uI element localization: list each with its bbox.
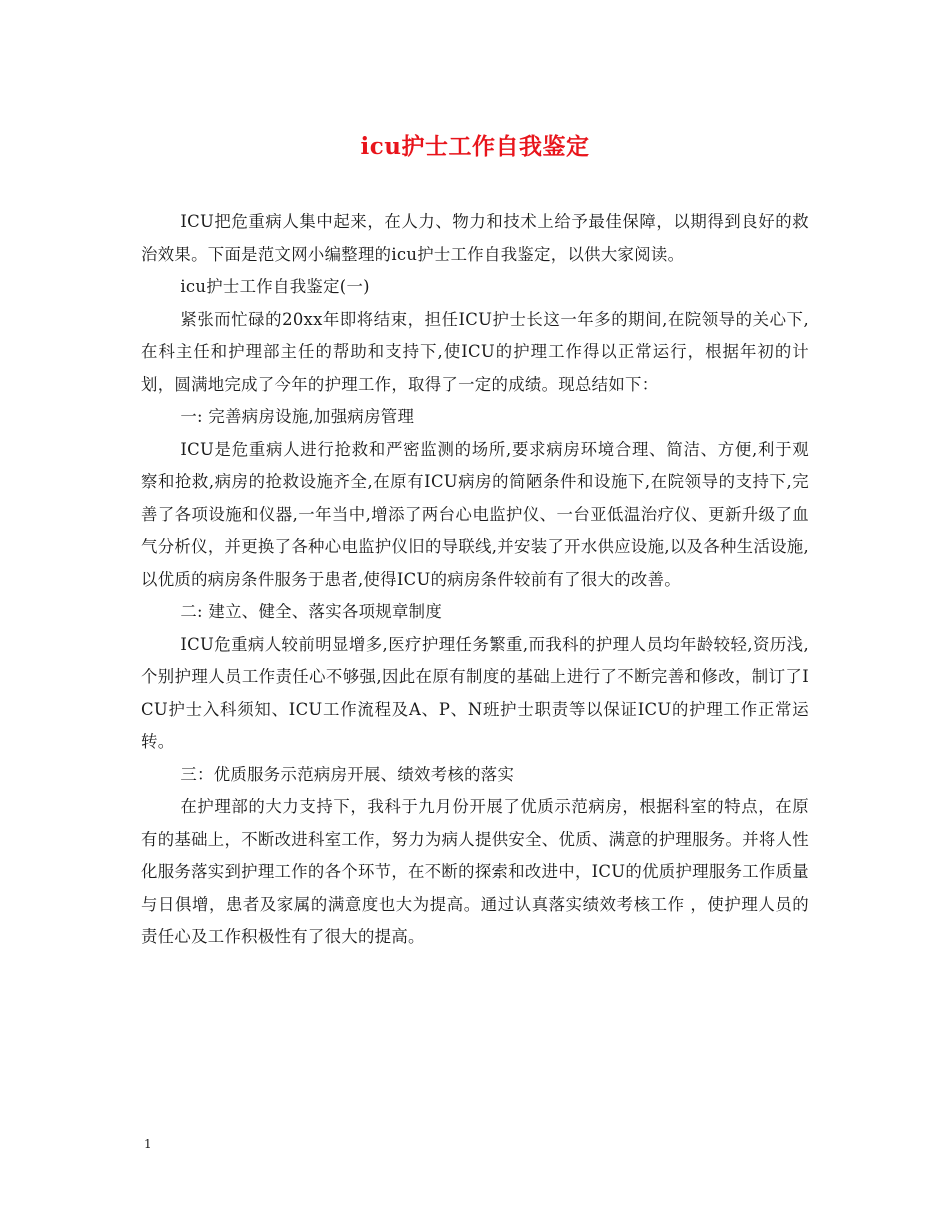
subheading-regulations: 二: 建立、健全、落实各项规章制度: [180, 602, 443, 621]
paragraph-intro: ICU把危重病人集中起来，在人力、物力和技术上给予最佳保障，以期得到良好的救治效果。下面是范文网小编整理的icu护士工作自我鉴定，以供大家阅读。: [141, 212, 809, 264]
document-body: [141, 206, 809, 954]
paragraph-regulations: ICU危重病人较前明显增多,医疗护理任务繁重,而我科的护理人员均年龄较轻,资历浅,个别护理人员工作责任心不够强,因此在原有制度的基础上进行了不断完善和修改，制订了ICU护士入科须知、ICU工作流程及A、P、N班护士职责等以保证ICU的护理工作正常运转。: [141, 634, 809, 751]
subheading-quality-service: 三：优质服务示范病房开展、绩效考核的落实: [180, 764, 515, 784]
paragraph-facilities: ICU是危重病人进行抢救和严密监测的场所,要求病房环境合理、简洁、方便,利于观察和抢救,病房的抢救设施齐全,在原有ICU病房的简陋条件和设施下,在院领导的支持下,完善了各项设施和仪器,一年当中,增添了两台心电监护仪、一台亚低温治疗仪、更新升级了血气分析仪，并更换了各种心电监护仪旧的导联线,并安装了开水供应设施,以及各种生活设施,以优质的病房条件服务于患者,使得ICU的病房条件较前有了很大的改善。: [141, 439, 809, 589]
subheading-facilities: 一: 完善病房设施,加强病房管理: [180, 407, 415, 426]
paragraph-quality-service: 在护理部的大力支持下，我科于九月份开展了优质示范病房，根据科室的特点，在原有的基础上，不断改进科室工作，努力为病人提供安全、优质、满意的护理服务。并将人性化服务落实到护理工作的各个环节，在不断的探索和改进中，ICU的优质护理服务工作质量与日俱增，患者及家属的满意度也大为提高。通过认真落实绩效考核工作 ，使护理人员的责任心及工作积极性有了很大的提高。: [141, 797, 809, 946]
document-title: icu护士工作自我鉴定: [360, 133, 590, 160]
page-number: 1: [144, 1137, 152, 1151]
paragraph-summary: 紧张而忙碌的20xx年即将结束，担任ICU护士长这一年多的期间,在院领导的关心下,在科主任和护理部主任的帮助和支持下,使ICU的护理工作得以正常运行，根据年初的计划，圆满地完成了今年的护理工作，取得了一定的成绩。现总结如下：: [141, 309, 809, 394]
section-heading-part-one: icu护士工作自我鉴定(一): [180, 277, 370, 296]
